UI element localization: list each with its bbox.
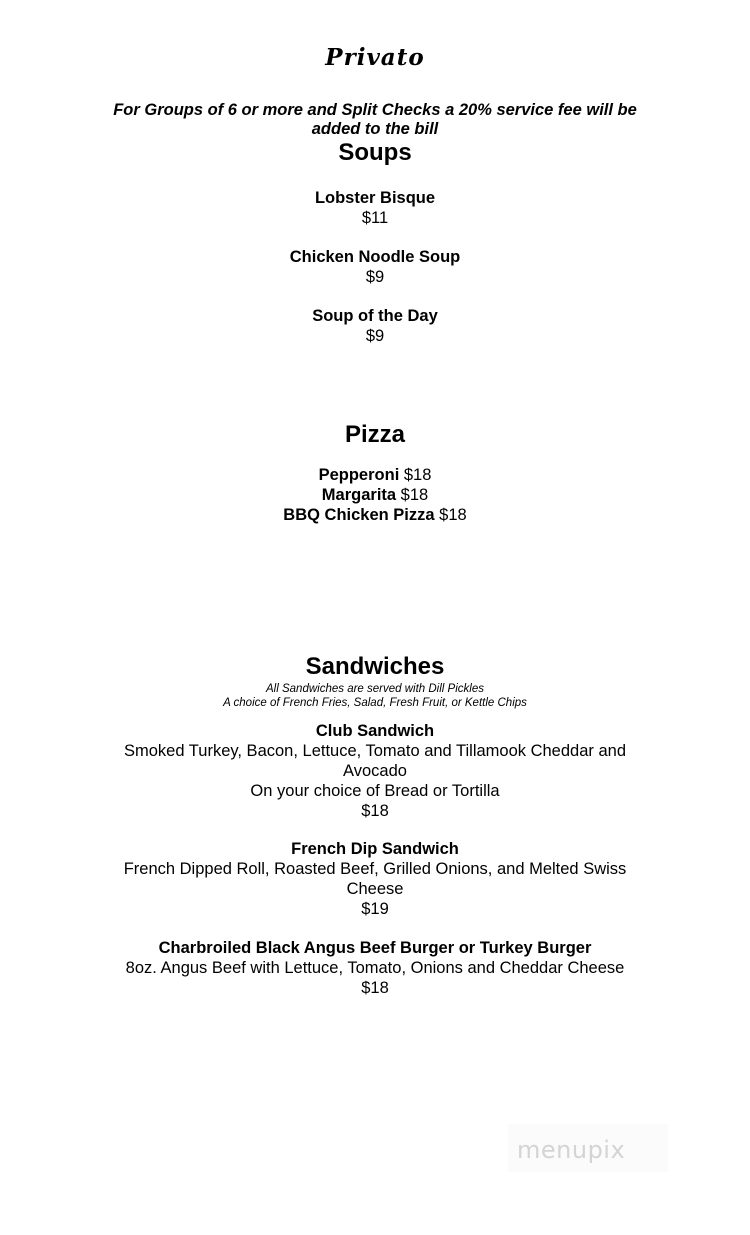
sandwich-name: Club Sandwich <box>315 722 435 740</box>
sandwich-item <box>100 938 650 998</box>
sandwiches-notes <box>0 682 750 710</box>
sandwich-description: 8oz. Angus Beef with Lettuce, Tomato, Onions and Cheddar Cheese <box>125 959 625 977</box>
soup-name: Lobster Bisque <box>314 189 436 207</box>
sandwich-description: French Dipped Roll, Roasted Beef, Grilled Onions, and Melted Swiss Cheese <box>123 860 627 898</box>
soups-title: Soups <box>338 139 412 166</box>
sandwich-note: All Sandwiches are served with Dill Pickles <box>266 683 484 695</box>
pizza-price: $18 <box>439 506 467 524</box>
soup-item <box>0 188 750 228</box>
pizza-name: BBQ Chicken Pizza <box>283 506 435 524</box>
soup-name: Chicken Noodle Soup <box>289 248 461 266</box>
sandwich-name: Charbroiled Black Angus Beef Burger or Turkey Burger <box>158 939 592 957</box>
pizza-price: $18 <box>400 486 429 504</box>
pizza-item <box>0 505 750 525</box>
sandwich-price: $18 <box>361 979 389 997</box>
pizza-item <box>0 465 750 485</box>
soup-price: $9 <box>365 268 385 286</box>
restaurant-name: Privato <box>325 44 425 71</box>
pizza-list <box>0 465 750 525</box>
sandwiches-title: Sandwiches <box>305 653 445 680</box>
sandwich-description: Smoked Turkey, Bacon, Lettuce, Tomato and Tillamook Cheddar and Avocado <box>123 742 626 780</box>
soup-price: $11 <box>361 209 389 227</box>
sandwich-item <box>100 721 650 821</box>
soup-item <box>0 306 750 346</box>
service-fee-notice: For Groups of 6 or more and Split Checks a 20% service fee will be added to the bill <box>113 101 637 138</box>
pizza-title: Pizza <box>344 421 406 448</box>
soup-item <box>0 247 750 287</box>
pizza-item <box>0 485 750 505</box>
pizza-name: Pepperoni <box>318 466 400 484</box>
sandwich-item <box>100 839 650 919</box>
sandwich-note: A choice of French Fries, Salad, Fresh Fruit, or Kettle Chips <box>223 697 527 709</box>
watermark-logo: menupix <box>517 1136 626 1164</box>
soup-price: $9 <box>365 327 385 345</box>
soup-name: Soup of the Day <box>312 307 438 325</box>
sandwich-name: French Dip Sandwich <box>291 840 459 858</box>
pizza-name: Margarita <box>321 486 397 504</box>
sandwich-extra: On your choice of Bread or Tortilla <box>250 782 500 800</box>
sandwich-price: $19 <box>361 900 389 918</box>
pizza-price: $18 <box>403 466 432 484</box>
sandwich-price: $18 <box>361 802 389 820</box>
